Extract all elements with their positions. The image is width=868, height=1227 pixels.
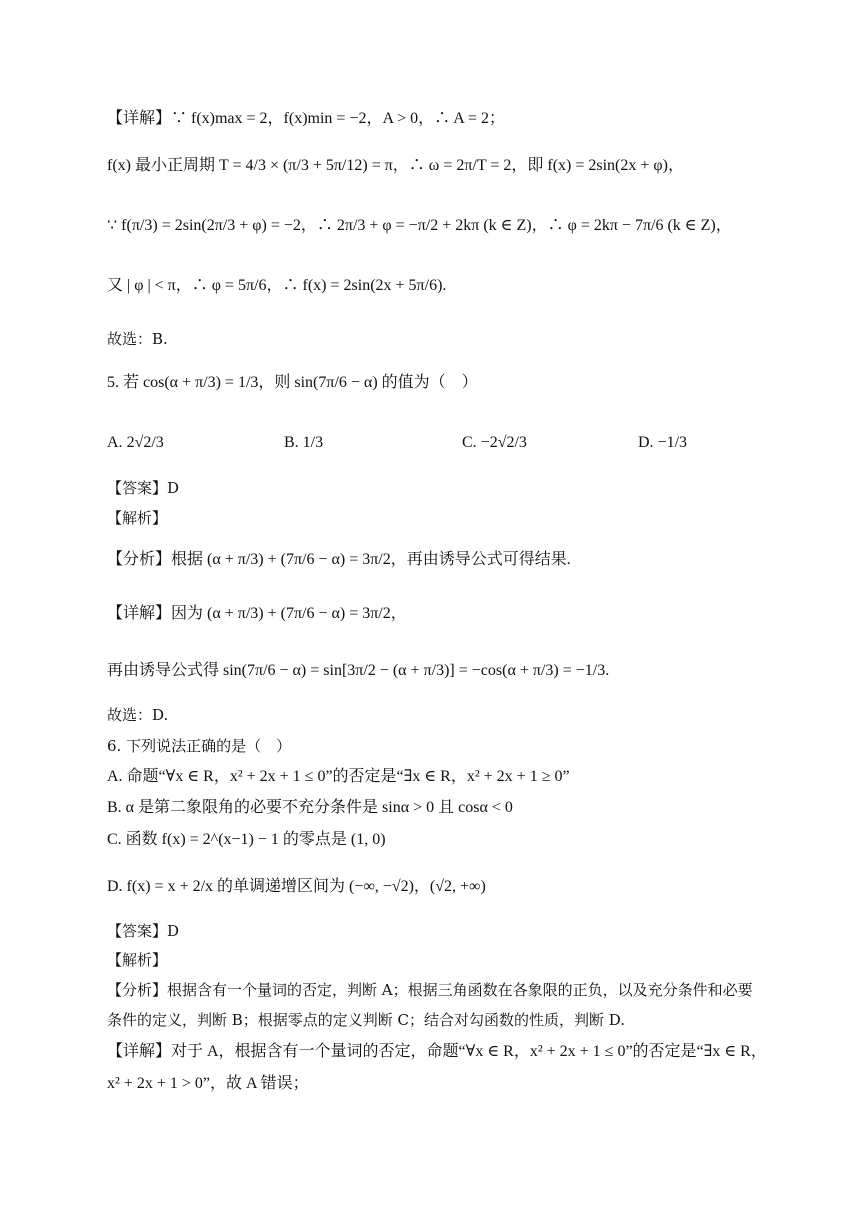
- q5-detail-2: 再由诱导公式得 sin(7π/6 − α) = sin[3π/2 − (α + π/3)] = −cos(α + π/3) = −1/3.: [107, 662, 610, 679]
- q6-analysis-1: 【分析】根据含有一个量词的否定，判断 A；根据三角函数在各象限的正负，以及充分条件和必要: [107, 981, 753, 999]
- q5-option-b: B. 1/3: [284, 434, 324, 451]
- q6-detail-1: 【详解】对于 A，根据含有一个量词的否定，命题“∀x ∈ R，x² + 2x + 1 ≤ 0”的否定是“∃x ∈ R，: [107, 1043, 767, 1060]
- q6-option-d: D. f(x) = x + 2/x 的单调递增区间为 (−∞, −√2)，(√2, +∞): [107, 878, 486, 895]
- q5-detail-1: 【详解】因为 (α + π/3) + (7π/6 − α) = 3π/2，: [107, 605, 407, 622]
- line-choose-d: 故选：D.: [107, 706, 169, 724]
- q5-analysis: 【分析】根据 (α + π/3) + (7π/6 − α) = 3π/2，再由诱导公式可得结果.: [107, 551, 571, 568]
- question-5: 5. 若 cos(α + π/3) = 1/3，则 sin(7π/6 − α) 的值为（ ）: [107, 374, 478, 391]
- q6-option-c: C. 函数 f(x) = 2^(x−1) − 1 的零点是 (1, 0): [107, 831, 386, 848]
- q5-option-a: A. 2√2/3: [107, 434, 164, 451]
- q5-option-d: D. −1/3: [638, 434, 688, 451]
- line-detail-4: 又 | φ | < π，∴ φ = 5π/6，∴ f(x) = 2sin(2x + 5π/6).: [107, 277, 447, 294]
- q6-answer: 【答案】D: [107, 922, 180, 940]
- q6-detail-2: x² + 2x + 1 > 0”，故 A 错误；: [107, 1075, 309, 1092]
- q6-option-b: B. α 是第二象限角的必要不充分条件是 sinα > 0 且 cosα < 0: [107, 799, 513, 816]
- question-6: 6. 下列说法正确的是（ ）: [107, 737, 292, 755]
- q6-option-a: A. 命题“∀x ∈ R，x² + 2x + 1 ≤ 0”的否定是“∃x ∈ R，x² + 2x + 1 ≥ 0”: [107, 768, 570, 785]
- line-detail-3: ∵ f(π/3) = 2sin(2π/3 + φ) = −2，∴ 2π/3 + φ = −π/2 + 2kπ (k ∈ Z)，∴ φ = 2kπ − 7π/6 (k ∈ Z)，: [107, 217, 732, 234]
- q5-analysis-heading: 【解析】: [107, 509, 168, 527]
- q5-answer: 【答案】D: [107, 479, 180, 497]
- line-detail-2: f(x) 最小正周期 T = 4/3 × (π/3 + 5π/12) = π，∴ ω = 2π/T = 2，即 f(x) = 2sin(2x + φ)，: [107, 157, 684, 174]
- line-choose-b: 故选：B.: [107, 330, 168, 348]
- q6-analysis-2: 条件的定义，判断 B；根据零点的定义判断 C；结合对勾函数的性质，判断 D.: [107, 1011, 626, 1029]
- q5-option-c: C. −2√2/3: [462, 434, 527, 451]
- q6-analysis-heading: 【解析】: [107, 951, 168, 969]
- line-detail-1: 【详解】∵ f(x)max = 2，f(x)min = −2，A > 0，∴ A = 2；: [107, 110, 505, 127]
